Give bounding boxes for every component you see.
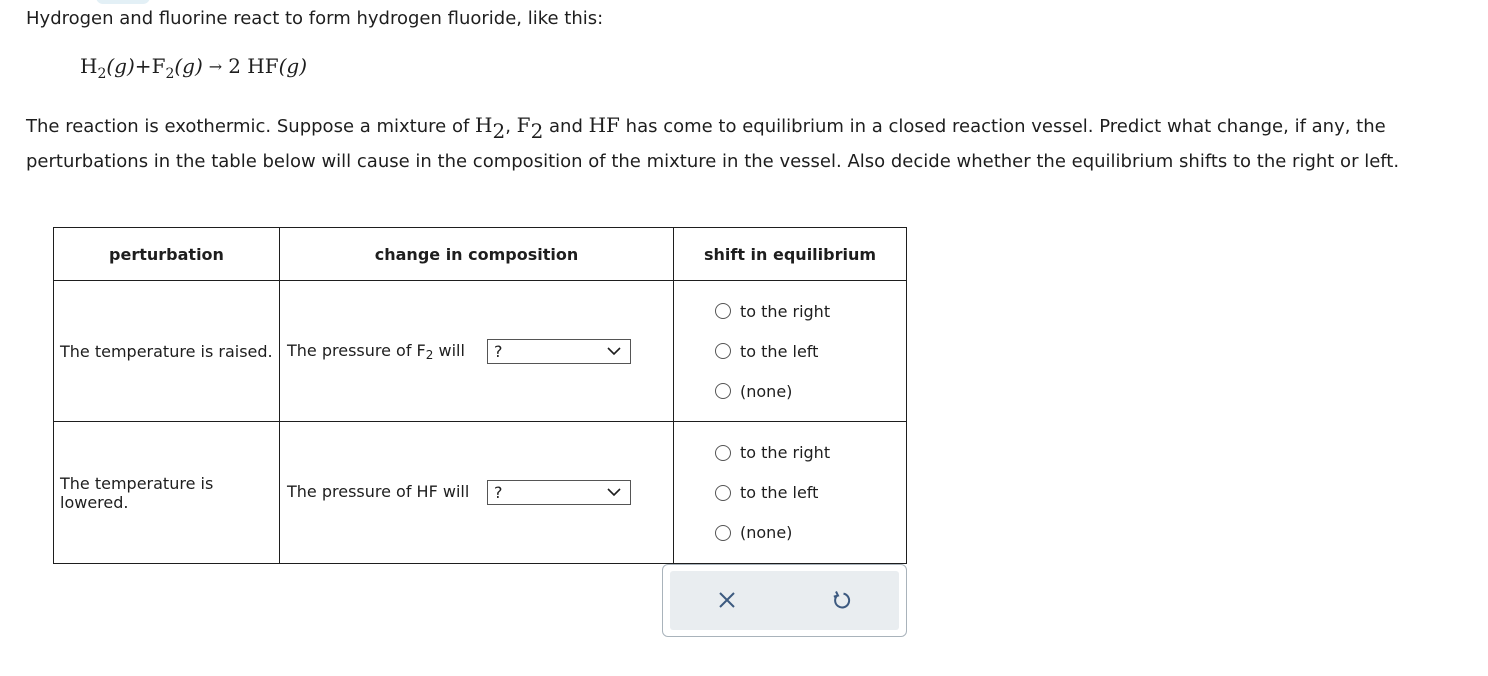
close-icon — [717, 590, 737, 610]
header-shift: shift in equilibrium — [674, 228, 907, 281]
eq-product-state: (g) — [278, 54, 308, 78]
change-cell — [280, 281, 674, 422]
radio-button[interactable] — [715, 525, 731, 541]
radio-option[interactable] — [715, 433, 906, 473]
eq-f: F — [151, 54, 166, 78]
radio-label: to the right — [740, 443, 831, 462]
header-change: change in composition — [280, 228, 674, 281]
radio-label: (none) — [740, 381, 793, 401]
eq-f-state: (g) — [174, 54, 203, 78]
radio-label: (none) — [740, 523, 793, 542]
shift-cell — [674, 281, 907, 422]
eq-plus: + — [134, 54, 152, 78]
answer-actions-bar — [670, 571, 899, 630]
radio-option[interactable] — [715, 473, 906, 513]
reset-button[interactable] — [828, 587, 854, 613]
radio-label: to the left — [740, 341, 819, 361]
select-value: ? — [494, 483, 503, 502]
perturbation-table — [53, 227, 907, 564]
radio-button[interactable] — [715, 485, 731, 501]
radio-option[interactable] — [715, 331, 906, 371]
chevron-down-icon — [606, 484, 622, 500]
clear-button[interactable] — [714, 587, 740, 613]
table-row — [54, 422, 907, 564]
reaction-arrow-icon: → — [208, 57, 223, 76]
instructions-paragraph: The reaction is exothermic. Suppose a mixture of $H_2$, $F_2$ and HF has come to equilibrium in a closed reaction vessel. Predict what change, if any, the perturbations in the table below will cause in the composition of the mixture in the vessel. Also decide whether the equilibrium shifts to the right or left. — [26, 113, 1400, 172]
chevron-down-icon — [606, 343, 622, 359]
table-row — [54, 281, 907, 422]
perturbation-cell: The temperature is lowered. — [54, 422, 280, 564]
eq-h: H — [80, 54, 98, 78]
radio-option[interactable] — [715, 371, 906, 411]
eq-product: 2 HF — [228, 54, 279, 78]
change-label: The pressure of HF will — [287, 482, 470, 501]
answer-actions-panel — [662, 564, 907, 637]
radio-button[interactable] — [715, 383, 731, 399]
eq-h-sub: 2 — [97, 66, 107, 82]
eq-f-sub: 2 — [165, 66, 175, 82]
change-select[interactable] — [487, 480, 631, 505]
change-cell — [280, 422, 674, 564]
perturbation-cell: The temperature is raised. — [54, 281, 280, 422]
change-select[interactable] — [487, 339, 631, 364]
intro-text: Hydrogen and fluorine react to form hydrogen fluoride, like this: — [26, 8, 604, 29]
radio-button[interactable] — [715, 303, 731, 319]
radio-button[interactable] — [715, 343, 731, 359]
radio-button[interactable] — [715, 445, 731, 461]
select-value: ? — [494, 341, 503, 361]
reaction-equation — [80, 52, 307, 82]
undo-icon — [830, 589, 852, 611]
top-tab-hint — [96, 0, 150, 4]
radio-option[interactable] — [715, 513, 906, 553]
radio-label: to the left — [740, 483, 819, 502]
change-label: The pressure of $F_2$ will — [287, 340, 465, 362]
shift-cell — [674, 422, 907, 564]
radio-label: to the right — [740, 301, 831, 321]
header-perturbation: perturbation — [54, 228, 280, 281]
eq-h-state: (g) — [106, 54, 135, 78]
radio-option[interactable] — [715, 291, 906, 331]
table-header-row — [54, 228, 907, 281]
